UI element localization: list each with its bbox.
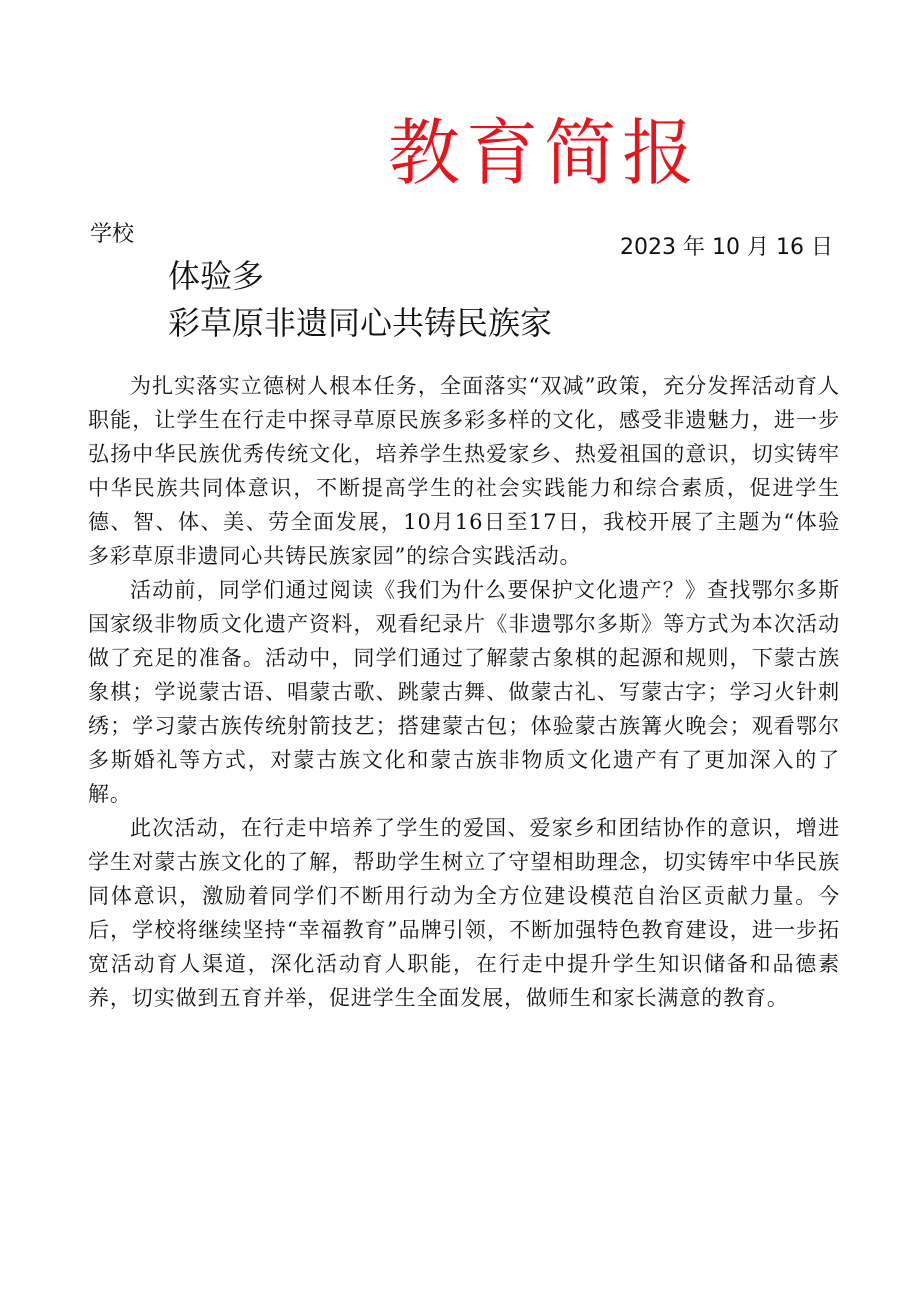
article-paragraph-1: 为扎实落实立德树人根本任务，全面落实“双减”政策，充分发挥活动育人职能，让学生在行走中探寻草原民族多彩多样的文化，感受非遗魅力，进一步弘扬中华民族优秀传统文化，培养学生热爱家乡、热爱祖国的意识，切实铸牢中华民族共同体意识，不断提高学生的社会实践能力和综合素质，促进学生德、智、体、美、劳全面发展，10月16日至17日，我校开展了主题为“体验多彩草原非遗同心共铸民族家园”的综合实践活动。: [88, 374, 840, 568]
issue-date: 2023 年 10 月 16 日: [620, 235, 833, 260]
article-title-line-2: 彩草原非遗同心共铸民族家: [168, 304, 553, 342]
article-paragraph-2: 活动前，同学们通过阅读《我们为什么要保护文化遗产？》查找鄂尔多斯国家级非物质文化遗产资料，观看纪录片《非遗鄂尔多斯》等方式为本次活动做了充足的准备。活动中，同学们通过了解蒙古象棋的起源和规则，下蒙古族象棋；学说蒙古语、唱蒙古歌、跳蒙古舞、做蒙古礼、写蒙古字；学习火针刺绣；学习蒙古族传统射箭技艺；搭建蒙古包；体验蒙古族篝火晚会；观看鄂尔多斯婚礼等方式，对蒙古族文化和蒙古族非物质文化遗产有了更加深入的了解。: [88, 578, 840, 806]
article-title: [168, 253, 552, 347]
masthead-title: 教育简报: [388, 111, 701, 195]
school-label: 学校: [90, 222, 135, 247]
article-paragraph-3: 此次活动，在行走中培养了学生的爱国、爱家乡和团结协作的意识，增进学生对蒙古族文化的了解，帮助学生树立了守望相助理念，切实铸牢中华民族同体意识，激励着同学们不断用行动为全方位建设模范自治区贡献力量。今后，学校将继续坚持“幸福教育”品牌引领，不断加强特色教育建设，进一步拓宽活动育人渠道，深化活动育人职能，在行走中提升学生知识储备和品德素养，切实做到五育并举，促进学生全面发展，做师生和家长满意的教育。: [88, 816, 840, 1010]
article-title-line-1: 体验多: [168, 257, 265, 295]
article-body: [88, 369, 840, 1015]
